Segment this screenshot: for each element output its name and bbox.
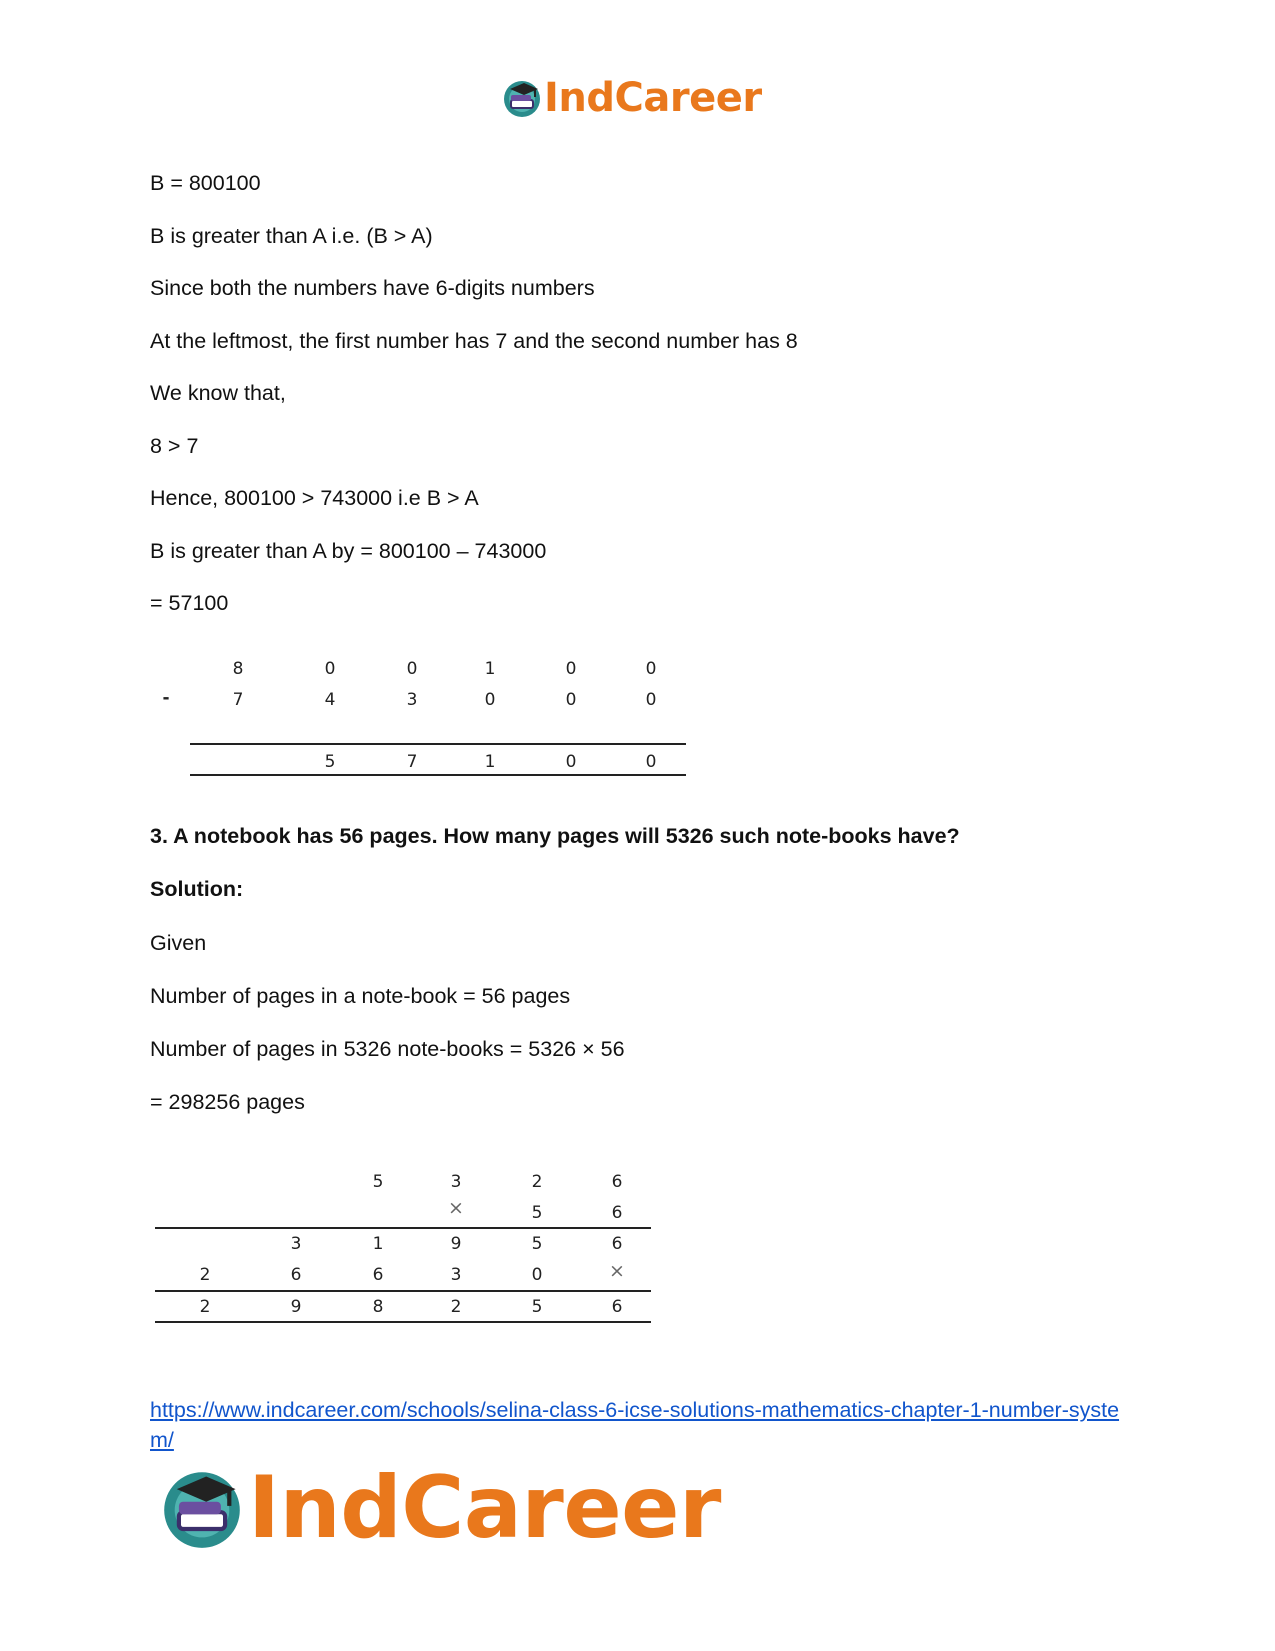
text-line: 8 > 7 bbox=[150, 434, 199, 458]
digit: 0 bbox=[484, 690, 496, 710]
source-link[interactable]: https://www.indcareer.com/schools/selina-class-6-icse-solutions-mathematics-chapter-1-number-system/ bbox=[150, 1398, 1120, 1452]
multiply-sign: × bbox=[609, 1260, 625, 1282]
text-line: At the leftmost, the first number has 7 and the second number has 8 bbox=[150, 329, 798, 353]
digit: 0 bbox=[645, 659, 657, 679]
digit: 0 bbox=[565, 752, 577, 772]
divider-line bbox=[155, 1227, 651, 1229]
digit: 7 bbox=[232, 690, 244, 710]
digit: 8 bbox=[232, 659, 244, 679]
divider-line bbox=[190, 774, 686, 776]
digit: 5 bbox=[531, 1203, 543, 1223]
digit: 1 bbox=[484, 752, 496, 772]
logo-text: IndCareer bbox=[248, 1458, 721, 1558]
digit: 0 bbox=[565, 659, 577, 679]
digit: 2 bbox=[450, 1297, 462, 1317]
graduation-cap-book-icon bbox=[160, 1466, 244, 1550]
text-line: B = 800100 bbox=[150, 171, 261, 195]
digit: 8 bbox=[372, 1297, 384, 1317]
digit: 6 bbox=[372, 1265, 384, 1285]
text-line: Number of pages in a note-book = 56 pages bbox=[150, 984, 571, 1008]
digit: 3 bbox=[450, 1265, 462, 1285]
digit: 3 bbox=[290, 1234, 302, 1254]
digit: 6 bbox=[611, 1297, 623, 1317]
digit: 0 bbox=[645, 690, 657, 710]
text-line: = 57100 bbox=[150, 591, 229, 615]
digit: 1 bbox=[372, 1234, 384, 1254]
minus-sign: - bbox=[162, 688, 170, 708]
text-line: B is greater than A by = 800100 – 743000 bbox=[150, 539, 547, 563]
multiply-sign: × bbox=[448, 1197, 464, 1219]
question-heading: 3. A notebook has 56 pages. How many pages will 5326 such note-books have? bbox=[150, 824, 960, 848]
header-logo bbox=[502, 75, 762, 121]
digit: 0 bbox=[565, 690, 577, 710]
digit: 2 bbox=[199, 1265, 211, 1285]
graduation-cap-book-icon bbox=[502, 78, 542, 118]
digit: 7 bbox=[406, 752, 418, 772]
digit: 0 bbox=[406, 659, 418, 679]
digit: 3 bbox=[450, 1172, 462, 1192]
digit: 6 bbox=[611, 1172, 623, 1192]
text-line: Since both the numbers have 6-digits numbers bbox=[150, 276, 595, 300]
digit: 2 bbox=[531, 1172, 543, 1192]
digit: 5 bbox=[324, 752, 336, 772]
digit: 5 bbox=[372, 1172, 384, 1192]
divider-line bbox=[155, 1290, 651, 1292]
divider-line bbox=[190, 743, 686, 745]
digit: 6 bbox=[290, 1265, 302, 1285]
digit: 0 bbox=[324, 659, 336, 679]
text-line: B is greater than A i.e. (B > A) bbox=[150, 224, 433, 248]
text-line: We know that, bbox=[150, 381, 286, 405]
digit: 0 bbox=[645, 752, 657, 772]
digit: 6 bbox=[611, 1234, 623, 1254]
footer-logo bbox=[160, 1458, 721, 1558]
text-line: Number of pages in 5326 note-books = 5326 × 56 bbox=[150, 1037, 625, 1061]
text-line: Hence, 800100 > 743000 i.e B > A bbox=[150, 486, 479, 510]
solution-label: Solution: bbox=[150, 877, 244, 901]
digit: 4 bbox=[324, 690, 336, 710]
digit: 3 bbox=[406, 690, 418, 710]
digit: 2 bbox=[199, 1297, 211, 1317]
digit: 5 bbox=[531, 1297, 543, 1317]
digit: 9 bbox=[450, 1234, 462, 1254]
text-line: = 298256 pages bbox=[150, 1090, 305, 1114]
digit: 1 bbox=[484, 659, 496, 679]
digit: 6 bbox=[611, 1203, 623, 1223]
digit: 5 bbox=[531, 1234, 543, 1254]
logo-text: IndCareer bbox=[544, 75, 762, 121]
text-line: Given bbox=[150, 931, 207, 955]
divider-line bbox=[155, 1321, 651, 1323]
digit: 0 bbox=[531, 1265, 543, 1285]
digit: 9 bbox=[290, 1297, 302, 1317]
